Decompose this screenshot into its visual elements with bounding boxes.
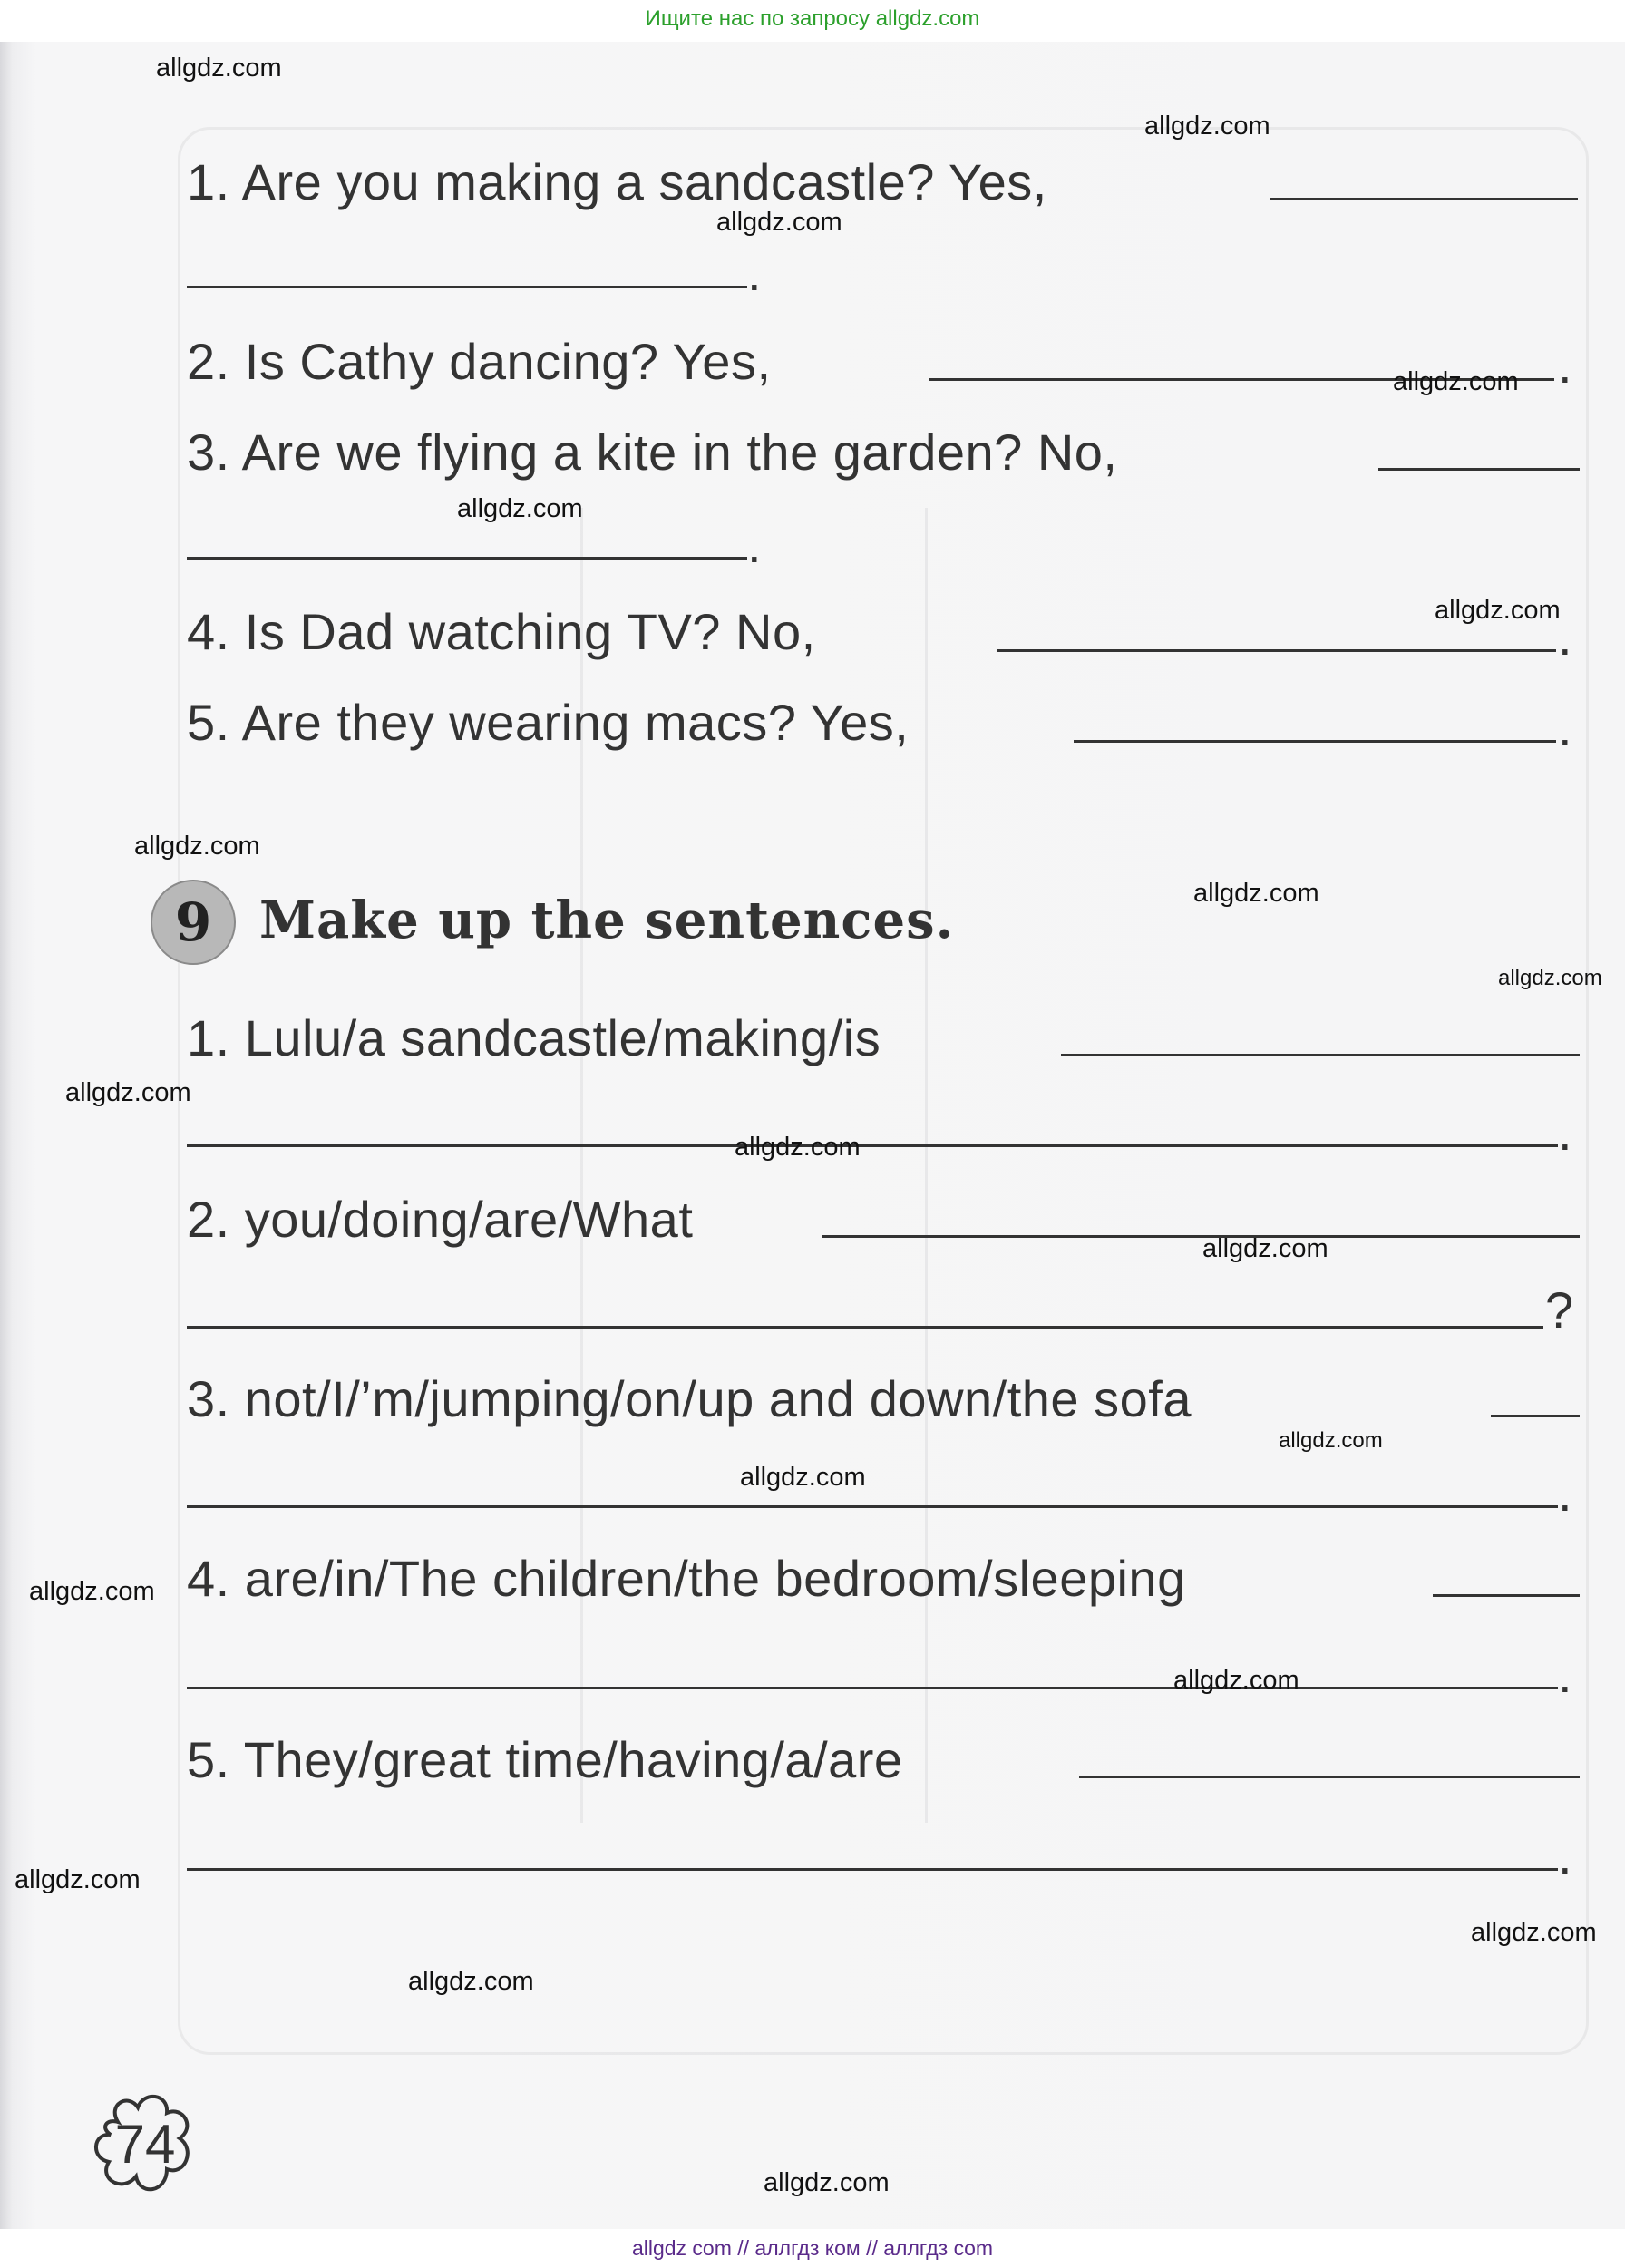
watermark: allgdz.com xyxy=(1193,879,1319,908)
watermark: allgdz.com xyxy=(764,2168,890,2197)
answer-blank[interactable] xyxy=(1061,1054,1580,1056)
watermark: allgdz.com xyxy=(1144,112,1270,141)
question-3: 3. Are we flying a kite in the garden? No, xyxy=(187,423,1118,481)
sentence-3-end: . xyxy=(1558,1465,1572,1522)
sentence-4: 4. are/in/The children/the bedroom/sleeping xyxy=(187,1550,1186,1607)
show-through-rule xyxy=(925,508,928,1823)
sentence-4-end: . xyxy=(1558,1646,1572,1703)
answer-blank[interactable] xyxy=(1270,198,1578,200)
answer-blank[interactable] xyxy=(997,649,1556,652)
question-3-end: . xyxy=(747,516,762,573)
footer-links[interactable]: allgdz com // аллгдз ком // аллгдз com xyxy=(631,2236,994,2260)
question-4: 4. Is Dad watching TV? No, xyxy=(187,603,816,660)
answer-blank[interactable] xyxy=(187,286,747,288)
exercise-title: Make up the sentences. xyxy=(259,891,955,950)
question-4-end: . xyxy=(1558,608,1572,666)
watermark: allgdz.com xyxy=(1498,966,1602,990)
question-2: 2. Is Cathy dancing? Yes, xyxy=(187,333,772,390)
answer-blank[interactable] xyxy=(187,1326,1543,1329)
watermark: allgdz.com xyxy=(1279,1428,1383,1453)
watermark: allgdz.com xyxy=(457,494,583,523)
sentence-1-end: . xyxy=(1558,1104,1572,1161)
page-number-badge xyxy=(91,2086,199,2204)
answer-blank[interactable] xyxy=(187,1144,1558,1147)
watermark: allgdz.com xyxy=(1435,596,1561,625)
sentence-2-end: ? xyxy=(1545,1281,1574,1338)
watermark: allgdz.com xyxy=(408,1967,534,1996)
watermark: allgdz.com xyxy=(1471,1918,1597,1947)
sentence-5: 5. They/great time/having/a/are xyxy=(187,1731,903,1788)
answer-blank[interactable] xyxy=(187,1505,1558,1508)
question-2-end: . xyxy=(1558,336,1572,394)
watermark: allgdz.com xyxy=(716,208,842,237)
answer-blank[interactable] xyxy=(822,1235,1580,1238)
answer-blank[interactable] xyxy=(1433,1594,1580,1597)
sentence-1: 1. Lulu/a sandcastle/making/is xyxy=(187,1009,881,1066)
footer-bar xyxy=(0,2229,1625,2268)
page-number: 74 xyxy=(114,2114,176,2175)
watermark: allgdz.com xyxy=(15,1865,141,1894)
watermark: allgdz.com xyxy=(1393,367,1519,396)
watermark: allgdz.com xyxy=(65,1078,191,1107)
watermark: allgdz.com xyxy=(735,1133,861,1162)
watermark: allgdz.com xyxy=(134,832,260,861)
question-5: 5. Are they wearing macs? Yes, xyxy=(187,694,910,751)
answer-blank[interactable] xyxy=(187,557,747,560)
exercise-number-badge: 9 xyxy=(151,880,236,965)
answer-blank[interactable] xyxy=(1491,1415,1580,1417)
banner-link[interactable]: Ищите нас по запросу allgdz.com xyxy=(645,6,980,31)
answer-blank[interactable] xyxy=(1074,740,1556,743)
watermark: allgdz.com xyxy=(156,54,282,83)
question-5-end: . xyxy=(1558,699,1572,756)
sentence-2: 2. you/doing/are/What xyxy=(187,1191,694,1248)
top-banner xyxy=(0,0,1625,42)
answer-blank[interactable] xyxy=(187,1868,1558,1871)
answer-blank[interactable] xyxy=(1378,468,1580,471)
sentence-3: 3. not/I/’m/jumping/on/up and down/the sofa xyxy=(187,1370,1192,1427)
question-1-end: . xyxy=(747,244,762,301)
watermark: allgdz.com xyxy=(29,1577,155,1606)
watermark: allgdz.com xyxy=(1173,1666,1299,1695)
sentence-5-end: . xyxy=(1558,1827,1572,1884)
answer-blank[interactable] xyxy=(1079,1776,1580,1778)
question-1: 1. Are you making a sandcastle? Yes, xyxy=(187,153,1047,210)
watermark: allgdz.com xyxy=(1202,1234,1328,1263)
watermark: allgdz.com xyxy=(740,1463,866,1492)
answer-blank[interactable] xyxy=(187,1687,1558,1689)
